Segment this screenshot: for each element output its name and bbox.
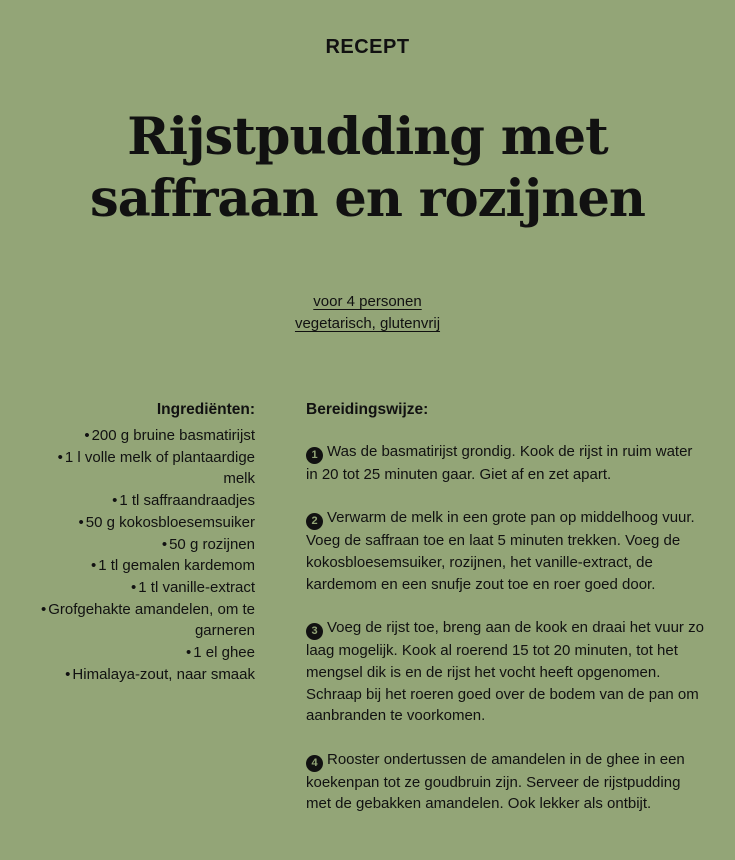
bullet: • <box>40 600 47 618</box>
ingredient-item: • Himalaya-zout, naar smaak <box>65 665 255 683</box>
step-number-badge: 1 <box>306 447 323 464</box>
step-number-badge: 2 <box>306 513 323 530</box>
ingredient-item: • 50 g rozijnen <box>161 535 255 553</box>
step-number-badge: 3 <box>306 623 323 640</box>
step-text: Rooster ondertussen de amandelen in de ghee in een koekenpan tot ze goudbruin zijn. Serveer de rijstpudding met de gebakken amandelen. Ook lekker als ontbijt. <box>306 750 685 813</box>
method-step <box>306 507 704 595</box>
ingredient-item: • Grofgehakte amandelen, om te garneren <box>40 600 255 640</box>
ingredient-item: • 1 tl gemalen kardemom <box>90 557 255 575</box>
ingredient-item: • 1 tl saffraandraadjes <box>112 492 255 510</box>
bullet: • <box>161 535 168 553</box>
method-step <box>306 441 704 486</box>
ingredient-item: • 1 el ghee <box>186 644 255 662</box>
tags-link[interactable]: vegetarisch, glutenvrij <box>294 315 441 332</box>
ingredient-item: • 1 l volle melk of plantaardige melk <box>57 448 255 488</box>
bullet: • <box>84 427 90 444</box>
step-number-badge: 4 <box>306 755 323 772</box>
ingredient-item: • 1 tl vanille-extract <box>131 578 255 596</box>
ingredients-column <box>40 398 255 685</box>
recipe-meta <box>0 291 735 335</box>
bullet: • <box>65 665 71 683</box>
recipe-title: Rijstpudding met saffraan en rozijnen <box>90 107 645 229</box>
bullet: • <box>78 513 84 531</box>
method-step <box>306 617 704 727</box>
bullet: • <box>112 492 118 510</box>
step-text: Voeg de rijst toe, breng aan de kook en draai het vuur zo laag mogelijk. Kook al roerend 15 tot 20 minuten, tot het mengsel dik is en de rijst het vocht heeft opgenomen. Schraap bij het roeren goed over de bodem van de pan om aanbranden te voorkomen. <box>306 619 704 725</box>
method-step <box>306 749 704 815</box>
ingredients-list <box>40 425 255 685</box>
bullet: • <box>90 557 97 575</box>
method-column <box>306 398 704 837</box>
ingredient-item: • 50 g kokosbloesemsuiker <box>78 513 255 531</box>
step-text: Verwarm de melk in een grote pan op middelhoog vuur. Voeg de saffraan toe en laat 5 minuten trekken. Voeg de kokosbloesemsuiker, rozijnen, het vanille-extract, de kardemom en een snufje zout toe en roer goed door. <box>306 509 695 593</box>
step-text: Was de basmatirijst grondig. Kook de rijst in ruim water in 20 tot 25 minuten gaar. Giet af en zet apart. <box>306 443 693 483</box>
servings-link[interactable]: voor 4 personen <box>313 293 422 310</box>
bullet: • <box>186 644 192 662</box>
ingredients-heading: Ingrediënten: <box>156 401 255 418</box>
bullet: • <box>57 448 63 466</box>
ingredient-item: • 200 g bruine basmatirijst <box>84 427 255 444</box>
section-label: RECEPT <box>325 36 410 58</box>
method-heading: Bereidingswijze: <box>306 401 429 418</box>
bullet: • <box>131 578 137 596</box>
